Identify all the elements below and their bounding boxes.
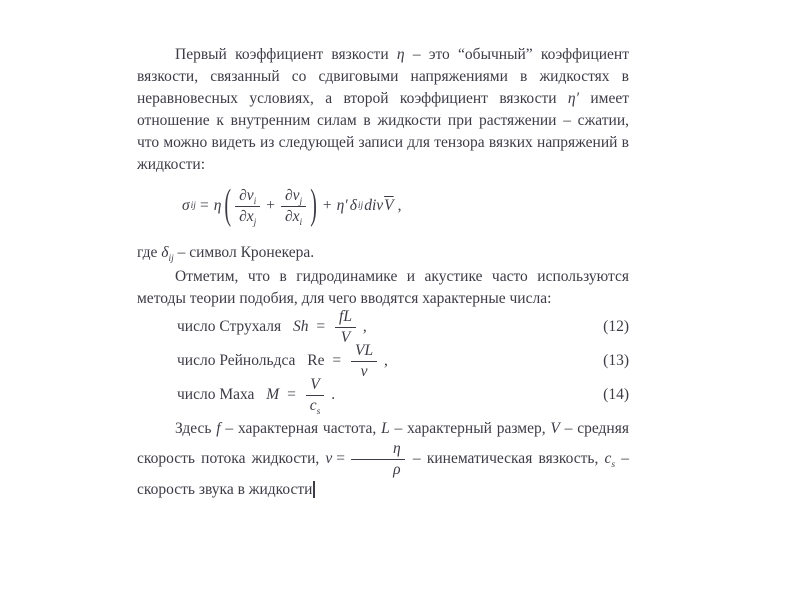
p1-text-1: Первый коэффициент вязкости (175, 46, 397, 63)
frac2-num-sub: j (299, 196, 303, 207)
pf-text-4: – средняя скорость потока жидкости, (137, 420, 629, 467)
div-operator: div (364, 197, 384, 214)
tensor-stress-formula: σ ij = η ( $\frac{\partial v_i}{\partial x_j}$ + $\frac{\partial v_j}{\partial x_i}$ ) + η′ δ ij div $\overline{V}$ , (137, 182, 629, 230)
p1-text-3: имеет отношение к внутренним силам в жидкости при растяжении – сжатии, что можно видеть из следующей записи для тензора вязких напряжений в жидкости: (137, 90, 629, 173)
eta-prime-symbol: η′ (567, 90, 579, 107)
delta-kronecker: δ (161, 244, 169, 261)
sigma-symbol: σ (182, 197, 190, 214)
paragraph-definitions (137, 418, 629, 501)
sound-speed-sub: s (611, 459, 616, 470)
pf-equals: = (336, 449, 346, 467)
strouhal-symbol: Sh (293, 317, 309, 335)
equation-strouhal (137, 307, 629, 346)
eta-prime-coefficient: η′ (336, 197, 348, 214)
frac2-den-sub: i (299, 217, 303, 228)
eq14-label: число Маха (177, 385, 255, 403)
partial-fraction-2 (281, 187, 306, 226)
close-paren: ) (310, 181, 317, 229)
eq14-numerator: V (306, 376, 325, 396)
nu-frac-denominator: ρ (393, 460, 401, 478)
reynolds-symbol: Re (307, 351, 325, 369)
frequency-symbol: f (216, 420, 221, 437)
eq14-fraction (306, 376, 325, 415)
paragraph-viscosity (137, 44, 629, 176)
eq12-denominator: V (340, 328, 351, 346)
eq13-denominator: ν (360, 362, 368, 380)
nu-frac-numerator: η (351, 440, 405, 460)
sound-speed-symbol: c (604, 449, 612, 467)
equals-sign: = (199, 197, 209, 214)
p1-text-2: – это “обычный” коэффициент вязкости, связанный со сдвиговыми напряжениями в жидкостях в неравновесных условиях, а второй коэффициент вязкости (137, 46, 629, 107)
eq13-numerator: VL (351, 342, 377, 362)
pf-text-3: – характерный размер, (389, 420, 551, 437)
eq12-number: (12) (603, 318, 629, 335)
plus-sign-2: + (322, 197, 332, 214)
delta-kronecker-sub: ij (168, 254, 174, 265)
eq12-numerator: fL (335, 308, 356, 328)
nu-symbol: ν (325, 449, 333, 467)
eq14-period: . (331, 385, 336, 403)
eq14-equals: = (287, 385, 296, 403)
equation-mach (137, 375, 629, 417)
kron-text-1: где (137, 244, 162, 261)
eq14-denominator: c (309, 396, 317, 414)
formula-comma: , (397, 197, 402, 214)
nu-fraction (351, 440, 405, 479)
eta-symbol: η (396, 46, 405, 63)
text-cursor[interactable] (313, 481, 315, 498)
frac1-numerator: ∂v (239, 186, 254, 204)
frac1-den-sub: j (253, 217, 257, 228)
eq13-fraction (351, 342, 377, 381)
eq12-equals: = (316, 317, 326, 335)
velocity-symbol: V (550, 420, 560, 437)
pf-text-1: Здесь (175, 420, 217, 437)
eq12-fraction (335, 308, 356, 347)
eq13-equals: = (332, 351, 342, 369)
eq13-label: число Рейнольдса (177, 351, 296, 369)
eq12-comma: , (362, 317, 367, 335)
eq14-den-sub: s (316, 406, 321, 417)
eq13-comma: , (383, 351, 388, 369)
frac2-numerator: ∂v (285, 186, 300, 204)
frac1-denominator: ∂x (239, 207, 254, 225)
mach-symbol: M (266, 385, 280, 403)
text-box[interactable] (137, 44, 629, 501)
kronecker-line (137, 242, 629, 264)
pf-text-6: – скорость звука в жидкости (137, 449, 630, 498)
frac1-num-sub: i (253, 196, 257, 207)
pf-text-2: – характерная частота, (220, 420, 382, 437)
delta-symbol: δ (349, 197, 357, 214)
partial-fraction-1 (235, 187, 260, 226)
kron-text-2: – символ Кронекера. (173, 244, 315, 261)
frac2-denominator: ∂x (285, 207, 300, 225)
length-symbol: L (381, 420, 390, 437)
paragraph-similarity: Отметим, что в гидродинамике и акустике часто используются методы теории подобия, для чего вводятся характерные числа: (137, 268, 629, 307)
eq13-number: (13) (603, 352, 629, 369)
eq14-number: (14) (603, 386, 629, 403)
plus-sign: + (266, 197, 275, 214)
open-paren: ( (224, 181, 232, 229)
pf-text-5: – кинематическая вязкость, (406, 449, 605, 467)
equation-reynolds (137, 341, 629, 380)
eq12-label: число Струхаля (177, 317, 282, 335)
velocity-vector: $\overline{V}$ (384, 197, 394, 214)
eta-coefficient: η (213, 197, 222, 214)
